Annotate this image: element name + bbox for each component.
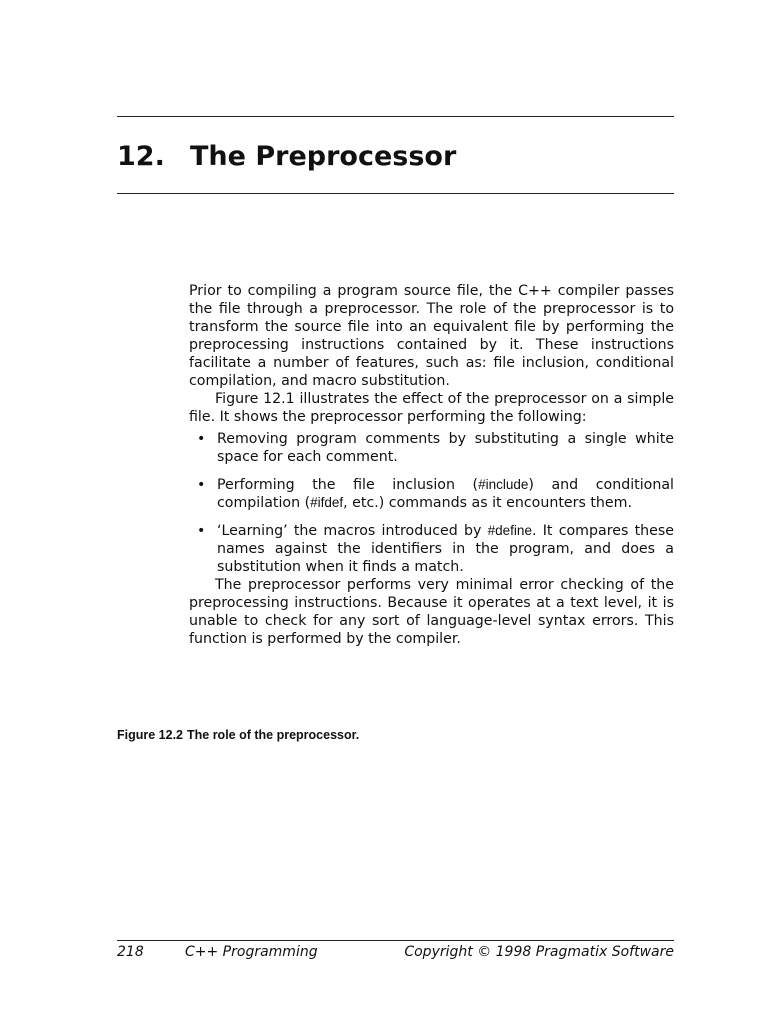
figure-caption (117, 727, 359, 743)
footer-rule (117, 940, 674, 941)
copyright-notice: Copyright © 1998 Pragmatix Software (404, 944, 674, 960)
list-item (189, 476, 674, 512)
book-title: C++ Programming (185, 944, 318, 960)
list-item-text: ‘Learning’ the macros introduced by (217, 523, 488, 539)
list-item (189, 522, 674, 576)
heading-bottom-rule (117, 193, 674, 194)
chapter-title: The Preprocessor (190, 141, 457, 172)
list-item (189, 430, 674, 466)
list-item-text: Performing the file inclusion ( (217, 477, 479, 493)
body-text (189, 282, 674, 648)
paragraph-intro: Prior to compiling a program source file, the C++ compiler passes the file through a preprocessor. The role of the preprocessor is to transform the source file into an equivalent file by performing the preprocessing instructions contained by it. These instructions facilitate a number of features, such as: file inclusion, conditional compilation, and macro substitution. (189, 283, 674, 389)
list-item-text: ) and conditional compilation ( (217, 477, 674, 511)
list-item-text: . It compares these names against the identifiers in the program, and does a substitution when it finds a match. (217, 523, 674, 575)
paragraph-figure-reference: Figure 12.1 illustrates the effect of the preprocessor on a simple file. It shows the preprocessor performing the following: (189, 391, 674, 425)
list-item-text: Removing program comments by substituting a single white space for each comment. (217, 431, 674, 465)
bullet-list (189, 430, 674, 576)
code-include: #include (478, 477, 529, 492)
code-define: #define (487, 523, 532, 538)
page-number: 218 (117, 944, 144, 960)
code-ifdef: #ifdef (310, 495, 344, 510)
bullet-marker: • (197, 477, 206, 493)
chapter-number: 12. (117, 141, 165, 172)
list-item-text: , etc.) commands as it encounters them. (343, 495, 632, 511)
figure-caption-text: The role of the preprocessor. (187, 728, 360, 742)
chapter-heading (117, 140, 674, 174)
paragraph-error-checking: The preprocessor performs very minimal error checking of the preprocessing instructions. Because it operates at a text level, it is unable to check for any sort of language-level syntax errors. This function is performed by the compiler. (189, 577, 674, 647)
figure-label: Figure 12.2 (117, 728, 183, 742)
top-rule (117, 116, 674, 117)
bullet-marker: • (197, 523, 206, 539)
bullet-marker: • (197, 431, 206, 447)
